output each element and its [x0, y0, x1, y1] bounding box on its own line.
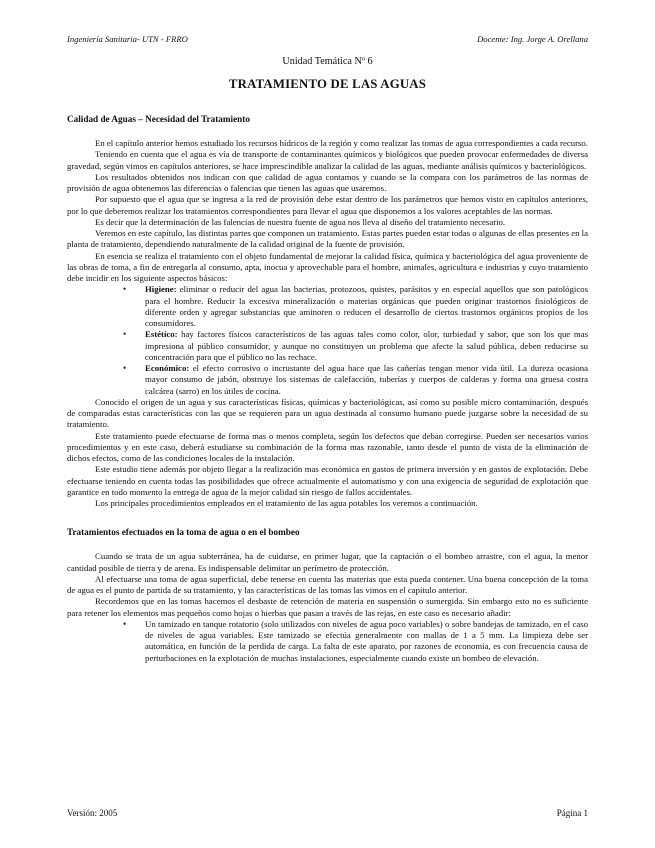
section-body-quality — [67, 138, 588, 509]
list-item-term: Económico: — [145, 363, 190, 373]
bullet-icon: • — [123, 329, 127, 340]
bullet-icon: • — [123, 363, 127, 373]
list-item-text: eliminar o reducir del agua las bacterias, protozoos, quistes, parásitos y en especial aquellos que son patológicos para el hombre. Reducir la excesiva mineralización o materias orgánicas que pueden originar trastornos fisiológicos de diferente orden y agregar substancias que aminoren o reducen el desarrollo de ciertos trastornos orgánicos propios de los consumidores. — [145, 284, 588, 328]
paragraph: Teniendo en cuenta que el agua es vía de transporte de contaminantes químicos y biológicos que pueden provocar enfermedades de diversa gravedad, según vimos en capítulos anteriores, se hace imprescindible analizar la calidad de las aguas, mediante análisis químicos y bacteriológicos. — [67, 149, 588, 171]
list-item-term: Higiene: — [145, 284, 177, 295]
list-item-term: Estético: — [145, 329, 178, 340]
bullet-icon: • — [123, 284, 127, 295]
paragraph: En esencia se realiza el tratamiento con el objeto fundamental de mejorar la calidad física, química y bacteriológica del agua proveniente de las obras de toma, a fin de entregarla al consumo, apta, inocua y aprovechable para el hombre, animales, agricultura e industrias y cuyo tratamiento debe incidir en los siguiente aspectos básicos: — [67, 250, 588, 283]
footer-version: Versión: 2005 — [67, 808, 118, 818]
footer-page-number: Página 1 — [556, 808, 588, 818]
paragraph: Cuando se trata de un agua subterránea, ha de cuidarse, en primer lugar, que la captación o el bombeo arrastre, con el agua, la menor cantidad posible de tierra y de arena. Es indispensable delimitar un perímetro de protección. — [67, 551, 588, 573]
screening-list — [67, 619, 588, 664]
page-footer — [67, 808, 588, 818]
list-item-text: Un tamizado en tanque rotatorio (solo utilizados con niveles de agua poco variables) o sobre bandejas de tamizado, en el caso de niveles de agua variables. Este tamizado se efectúa generalmente con mallas de 1 a 5 mm. La limpieza debe ser automática, en función de la perdida de carga. La falta de este aparato, por razones de economía, es con frecuencia causa de perturbaciones en la explotación de muchas instalaciones, especialmente cuando existe un bombeo de elevación. — [145, 618, 588, 663]
paragraph: En el capítulo anterior hemos estudiado los recursos hídricos de la región y como realizar las tomas de agua correspondientes a cada recurso. — [95, 138, 588, 148]
list-item — [123, 284, 588, 329]
paragraph: Veremos en este capítulo, las distintas partes que componen un tratamiento. Estas partes pueden estar todas o algunas de ellas presentes en la planta de tratamiento, dependiendo naturalmente de la calidad original de la fuente de provisión. — [67, 228, 588, 250]
header-course: Ingeniería Sanitaria- UTN - FRRO — [67, 34, 188, 44]
paragraph: Los resultados obtenidos nos indican con que calidad de agua contamos y cuando se la compara con los parámetros de las normas de provisión de agua obtenemos las diferencias o falencias que tienen las aguas que usaremos. — [67, 171, 588, 193]
section-heading-quality: Calidad de Aguas – Necesidad del Tratamiento — [67, 114, 250, 124]
list-item — [123, 363, 588, 397]
paragraph: Recordemos que en las tomas hacemos el desbaste de retención de materia en suspensión o sumergida. Sin embargo esto no es suficiente para retener los elementos mas pequeños como hojas o hierbas que pasan a través de las rejas, en este caso es necesario añadir: — [67, 596, 588, 618]
unit-number: Unidad Temática Nº 6 — [282, 56, 373, 67]
paragraph: Este tratamiento puede efectuarse de forma mas o menos completa, según los defectos que deban corregirse. Pueden ser necesarios varios procedimientos y en este caso, deberá estudiarse su combinación de la forma mas razonable, tanto desde el punto de vista de la eliminación de dichos efectos, como de las condiciones locales de la instalación. — [67, 430, 588, 463]
list-item — [123, 618, 588, 664]
paragraph: Los principales procedimientos empleados en el tratamiento de las agua potables los veremos a continuación. — [95, 498, 478, 508]
section-heading-intake: Tratamientos efectuados en la toma de agua o en el bombeo — [67, 527, 300, 538]
paragraph: Este estudio tiene además por objeto llegar a la realización mas económica en gastos de primera inversión y en gastos de explotación. Debe efectuarse teniendo en cuenta todas las posibilidades que ofrece actualmente el automatismo y con una exigencia de seguridad de explotación que garantice en todo momento la entrega de agua de la mejor calidad sin riesgo de fallos accidentales. — [67, 464, 588, 497]
paragraph: Es decir que la determinación de las falencias de nuestra fuente de agua nos lleva al diseño del tratamiento necesario. — [95, 216, 506, 227]
section-body-intake — [67, 551, 588, 664]
list-item-text: hay factores físicos característicos de las aguas tales como color, olor, turbiedad y sabor, que son los que mas impresiona al público consumidor, y aunque no constituyen un problema que afecte la salud pública, deben reducirse su concentración para que el público no las rechace. — [145, 329, 588, 362]
page-header — [67, 34, 588, 48]
header-teacher: Docente: Ing. Jorge A. Orellana — [477, 34, 588, 44]
list-item-text: el efecto corrosivo o incrustante del agua hace que las cañerías tengan menor vida útil. La dureza ocasiona mayor consumo de jabón, obstruye los sistemas de calefacción, tuberías y cuerpos de calderas y forma una gruesa costra calcárea (sarro) en los útiles de cocina. — [145, 363, 588, 396]
list-item — [123, 329, 588, 363]
paragraph: Por supuesto que el agua que se ingresa a la red de provisión debe estar dentro de los parámetros que hemos visto en capítulos anteriores, por lo que deberemos realizar los tratamientos correspondientes para llevar el agua que disponemos a los valores aceptables de las normas. — [67, 194, 588, 216]
paragraph: Al efectuarse una toma de agua superficial, debe tenerse en cuenta las materias que esta pueda contener. Una buena concepción de la toma de agua es el punto de partida de su tratamiento, y las características de las tomas las vimos en el capítulo anterior. — [67, 573, 588, 595]
paragraph: Conocido el origen de un agua y sus características físicas, químicas y bacteriológicas, así como su posible micro contaminación, después de comparadas estas características con las que se requieren para un agua destinada al consumo humano puede juzgarse sobre la necesidad de su tratamiento. — [67, 396, 588, 430]
bullet-icon: • — [123, 618, 127, 629]
page-title: TRATAMIENTO DE LAS AGUAS — [228, 77, 427, 91]
aspects-list — [67, 284, 588, 397]
